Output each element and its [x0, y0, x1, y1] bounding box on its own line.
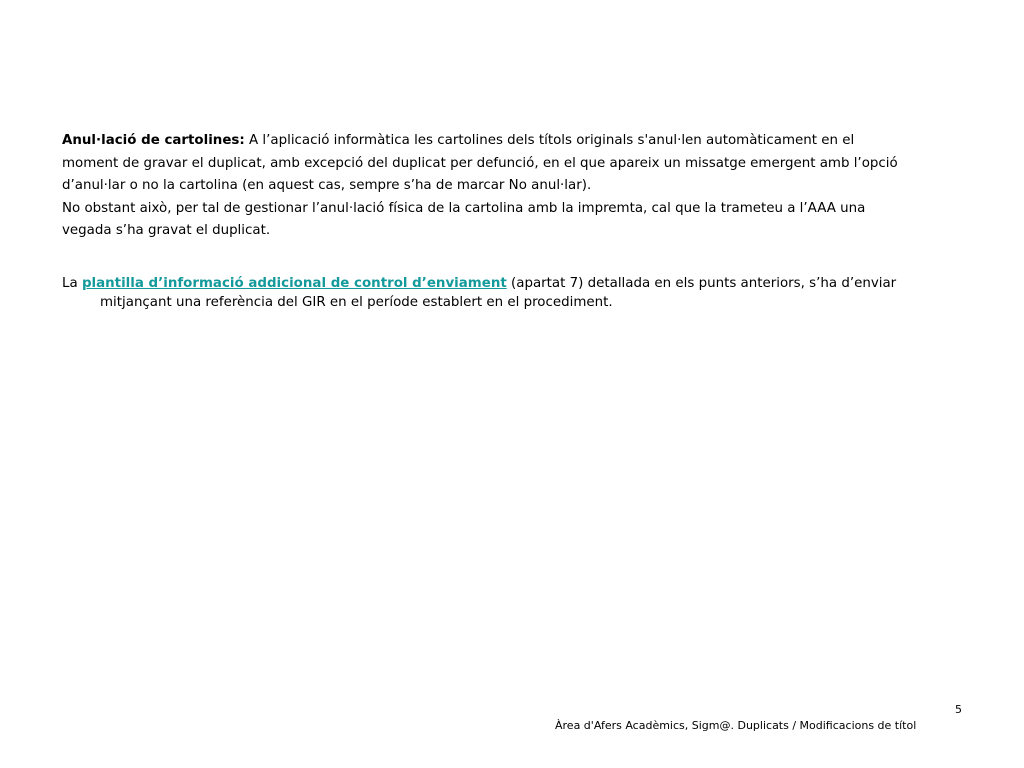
paragraph-text: (apartat 7) detallada en els punts anteriors, s’ha d’enviar: [506, 276, 897, 291]
paragraph-continuation: mitjançant una referència del GIR en el període establert en el procediment.: [100, 295, 613, 310]
paragraph-prefix: La: [62, 276, 82, 291]
cartolines-paragraph: [62, 130, 962, 243]
paragraph-line: No obstant això, per tal de gestionar l’anul·lació física de la cartolina amb la impremta, cal que la trameteu a l’AAA una: [62, 200, 866, 216]
plantilla-paragraph: [62, 274, 962, 312]
page-number: 5: [955, 703, 962, 716]
paragraph-line: moment de gravar el duplicat, amb excepció del duplicat per defunció, en el que apareix un missatge emergent amb l’opció: [62, 155, 898, 171]
footer-text: Àrea d'Afers Acadèmics, Sigm@. Duplicats / Modificacions de títol: [555, 719, 917, 732]
paragraph-line: vegada s’ha gravat el duplicat.: [62, 223, 271, 238]
plantilla-link[interactable]: plantilla d’informació addicional de control d’enviament: [81, 276, 507, 291]
paragraph-line: d’anul·lar o no la cartolina (en aquest cas, sempre s’ha de marcar No anul·lar).: [62, 178, 592, 193]
section-heading: Anul·lació de cartolines:: [62, 133, 245, 148]
paragraph-line: A l’aplicació informàtica les cartolines dels títols originals s'anul·len automàticament en el: [244, 133, 855, 148]
